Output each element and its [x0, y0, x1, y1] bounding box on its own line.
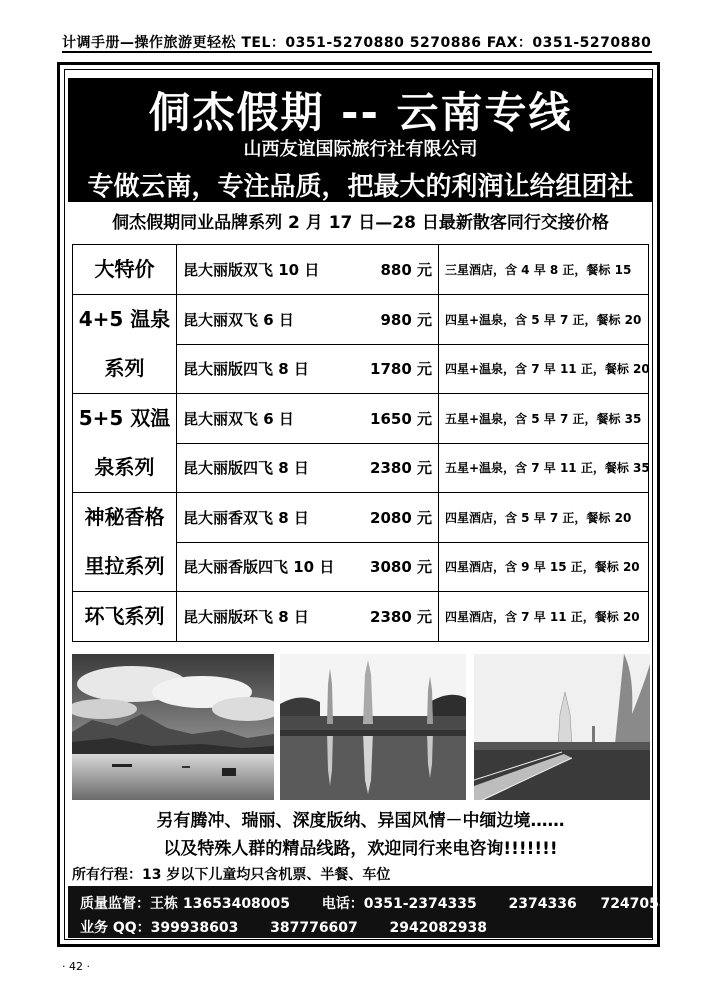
lake-mountain-photo: [72, 654, 274, 800]
price: 3080 元: [370, 558, 432, 577]
contact-line-2: [80, 917, 487, 937]
price: 2380 元: [370, 608, 432, 626]
qq-number-2: 387776607: [270, 920, 358, 936]
category-cell: 神秘香格 里拉系列: [73, 493, 177, 592]
note-cell: 四星酒店，含 9 早 15 正，餐标 20: [439, 542, 649, 592]
phone-number-2: 2374336: [508, 896, 577, 912]
price: 880 元: [380, 261, 432, 279]
table-row: [73, 245, 649, 295]
contact-line-1: [80, 893, 691, 913]
table-row: [73, 493, 649, 543]
price: 1650 元: [370, 409, 432, 428]
table-row: [73, 295, 649, 345]
title-banner: [68, 78, 653, 202]
header-line: [62, 32, 652, 52]
route-cell: 昆大丽香版四飞 10 日 3080 元: [177, 542, 439, 592]
three-pagodas-photo: [280, 654, 466, 800]
price: 2080 元: [370, 508, 432, 527]
table-row: [73, 592, 649, 642]
phone-number: 电话：0351-2374335: [321, 896, 477, 912]
route-cell: 昆大丽版环飞 8 日 2380 元: [177, 592, 439, 642]
category-cell: 环飞系列: [73, 592, 177, 642]
route-cell: 昆大丽版四飞 8 日 1780 元: [177, 344, 439, 394]
fax-number: 7247058(F): [600, 896, 692, 912]
supervisor-contact: 质量监督：王栋 13653408005: [80, 896, 291, 912]
category-cell: 4+5 温泉 系列: [73, 295, 177, 394]
price: 2380 元: [370, 459, 432, 478]
slogan: 专做云南，专注品质，把最大的利润让给组团社: [87, 172, 634, 202]
category-cell: 5+5 双温 泉系列: [73, 394, 177, 493]
category-cell: 大特价: [73, 245, 177, 295]
note-cell: 四星+温泉，含 5 早 7 正，餐标 20: [439, 295, 649, 345]
price: 1780 元: [370, 360, 432, 379]
note-cell: 四星+温泉，含 7 早 11 正，餐标 20: [439, 344, 649, 394]
note-cell: 四星酒店，含 5 早 7 正，餐标 20: [439, 493, 649, 543]
pagoda-walkway-photo: [474, 654, 650, 800]
note-cell: 三星酒店，含 4 早 8 正，餐标 15: [439, 245, 649, 295]
price: 980 元: [380, 310, 432, 329]
note-cell: 五星+温泉，含 7 早 11 正，餐标 35: [439, 443, 649, 493]
contact-bar: [68, 886, 692, 938]
company-name: 山西友谊国际旅行社有限公司: [243, 139, 478, 160]
children-policy-note: 所有行程：13 岁以下儿童均只含机票、半餐、车位: [72, 867, 391, 883]
note-cell: 五星+温泉，含 5 早 7 正，餐标 35: [439, 394, 649, 444]
route-cell: 昆大丽双飞 6 日 980 元: [177, 295, 439, 345]
route-cell: 昆大丽香双飞 8 日 2080 元: [177, 493, 439, 543]
route-cell: 昆大丽版双飞 10 日 880 元: [177, 245, 439, 295]
route-cell: 昆大丽版四飞 8 日 2380 元: [177, 443, 439, 493]
price-subtitle: 侗杰假期同业品牌系列 2 月 17 日—28 日最新散客同行交接价格: [112, 213, 609, 233]
qq-number-3: 2942082938: [389, 920, 487, 936]
ad-title: 侗杰假期 -- 云南专线: [148, 88, 573, 137]
header-underline: [62, 51, 652, 53]
page-number: · 42 ·: [62, 960, 90, 973]
note-cell: 四星酒店，含 7 早 11 正，餐标 20: [439, 592, 649, 642]
other-routes-text: 另有腾冲、瑞丽、深度版纳、异国风情－中缅边境……: [156, 811, 565, 831]
route-cell: 昆大丽双飞 6 日 1650 元: [177, 394, 439, 444]
consult-invitation-text: 以及特殊人群的精品线路，欢迎同行来电咨询!!!!!!!: [163, 839, 558, 859]
table-row: [73, 394, 649, 444]
price-table: [72, 244, 649, 642]
qq-number: 业务 QQ：399938603: [80, 920, 239, 936]
header-text: 计调手册—操作旅游更轻松 TEL：0351-5270880 5270886 FAX：0351-5270880: [62, 35, 652, 51]
